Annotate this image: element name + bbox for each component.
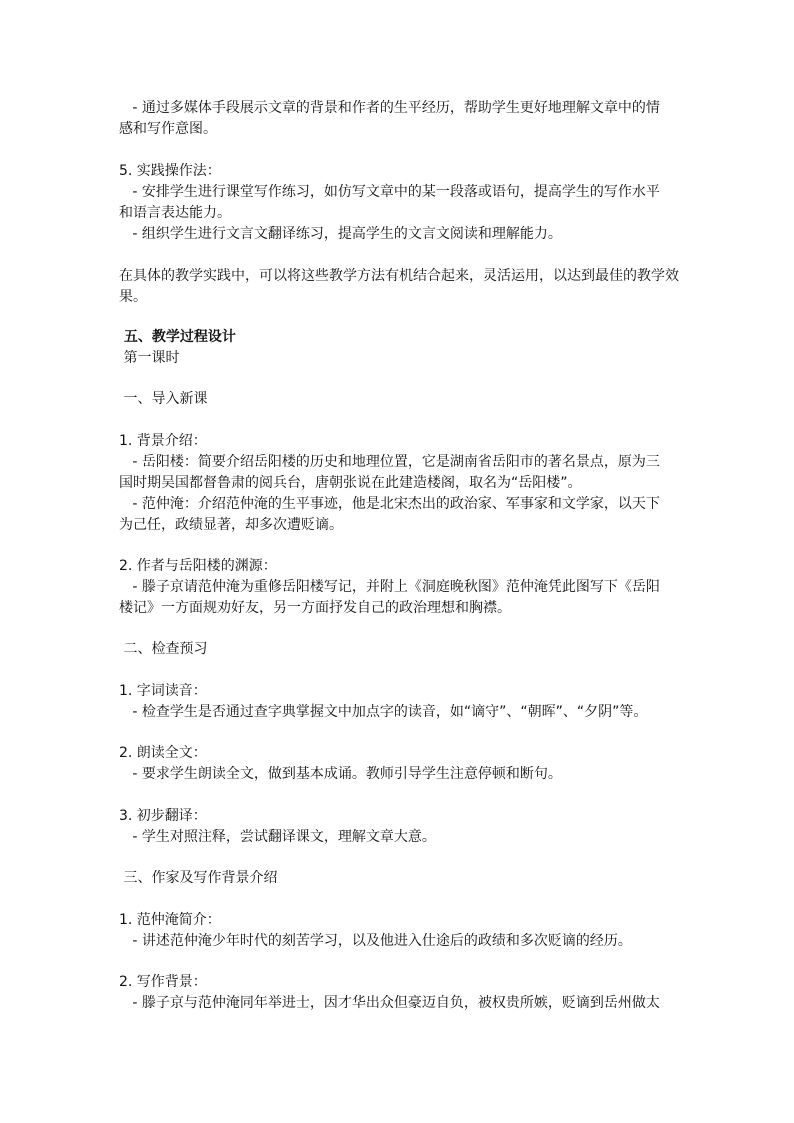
text-line: 和语言表达能力。 [119, 205, 231, 221]
part-heading: 二、检查预习 [119, 641, 208, 657]
text-line: 国时期吴国都督鲁肃的阅兵台，唐朝张说在此建造楼阁，取名为“岳阳楼”。 [119, 475, 582, 491]
list-heading: 1. 范仲淹简介： [119, 912, 221, 928]
text-line: 感和写作意图。 [119, 121, 217, 137]
text-line: - 范仲淹：介绍范仲淹的生平事迹，他是北宋杰出的政治家、军事家和文学家，以天下 [119, 496, 660, 512]
list-heading: 2. 朗读全文： [119, 745, 207, 761]
section-heading: 五、教学过程设计 [119, 329, 236, 345]
text-line: - 学生对照注释，尝试翻译课文，理解文章大意。 [119, 829, 436, 845]
text-line: 为己任，政绩显著，却多次遭贬谪。 [119, 517, 343, 533]
text-line: - 要求学生朗读全文，做到基本成诵。教师引导学生注意停顿和断句。 [119, 766, 562, 782]
list-heading: 3. 初步翻译： [119, 808, 207, 824]
text-line: - 安排学生进行课堂写作练习，如仿写文章中的某一段落或语句，提高学生的写作水平 [119, 184, 660, 200]
text-line: - 通过多媒体手段展示文章的背景和作者的生平经历，帮助学生更好地理解文章中的情 [119, 100, 660, 116]
text-line: - 岳阳楼：简要介绍岳阳楼的历史和地理位置，它是湖南省岳阳市的著名景点，原为三 [119, 454, 660, 470]
list-heading: 5. 实践操作法： [119, 163, 221, 179]
text-line: 楼记》一方面规劝好友，另一方面抒发自己的政治理想和胸襟。 [119, 600, 511, 616]
part-heading: 一、导入新课 [119, 391, 208, 407]
text-line: - 滕子京与范仲淹同年举进士，因才华出众但豪迈自负，被权贵所嫉，贬谪到岳州做太 [119, 995, 660, 1011]
subsection-heading: 第一课时 [119, 350, 180, 366]
part-heading: 三、作家及写作背景介绍 [119, 870, 278, 886]
text-line: - 检查学生是否通过查字典掌握文中加点字的读音，如“谪守”、“朝晖”、“夕阴”等。 [119, 704, 648, 720]
text-line: - 滕子京请范仲淹为重修岳阳楼写记，并附上《洞庭晚秋图》范仲淹凭此图写下《岳阳 [119, 579, 660, 595]
list-heading: 1. 字词读音： [119, 683, 207, 699]
list-heading: 2. 写作背景： [119, 974, 207, 990]
list-heading: 2. 作者与岳阳楼的渊源： [119, 558, 277, 574]
paragraph-line: 果。 [119, 289, 147, 305]
paragraph-line: 在具体的教学实践中，可以将这些教学方法有机结合起来，灵活运用，以达到最佳的教学效 [119, 268, 679, 284]
list-heading: 1. 背景介绍： [119, 433, 207, 449]
text-line: - 组织学生进行文言文翻译练习，提高学生的文言文阅读和理解能力。 [119, 226, 562, 242]
text-line: - 讲述范仲淹少年时代的刻苦学习，以及他进入仕途后的政绩和多次贬谪的经历。 [119, 933, 632, 949]
